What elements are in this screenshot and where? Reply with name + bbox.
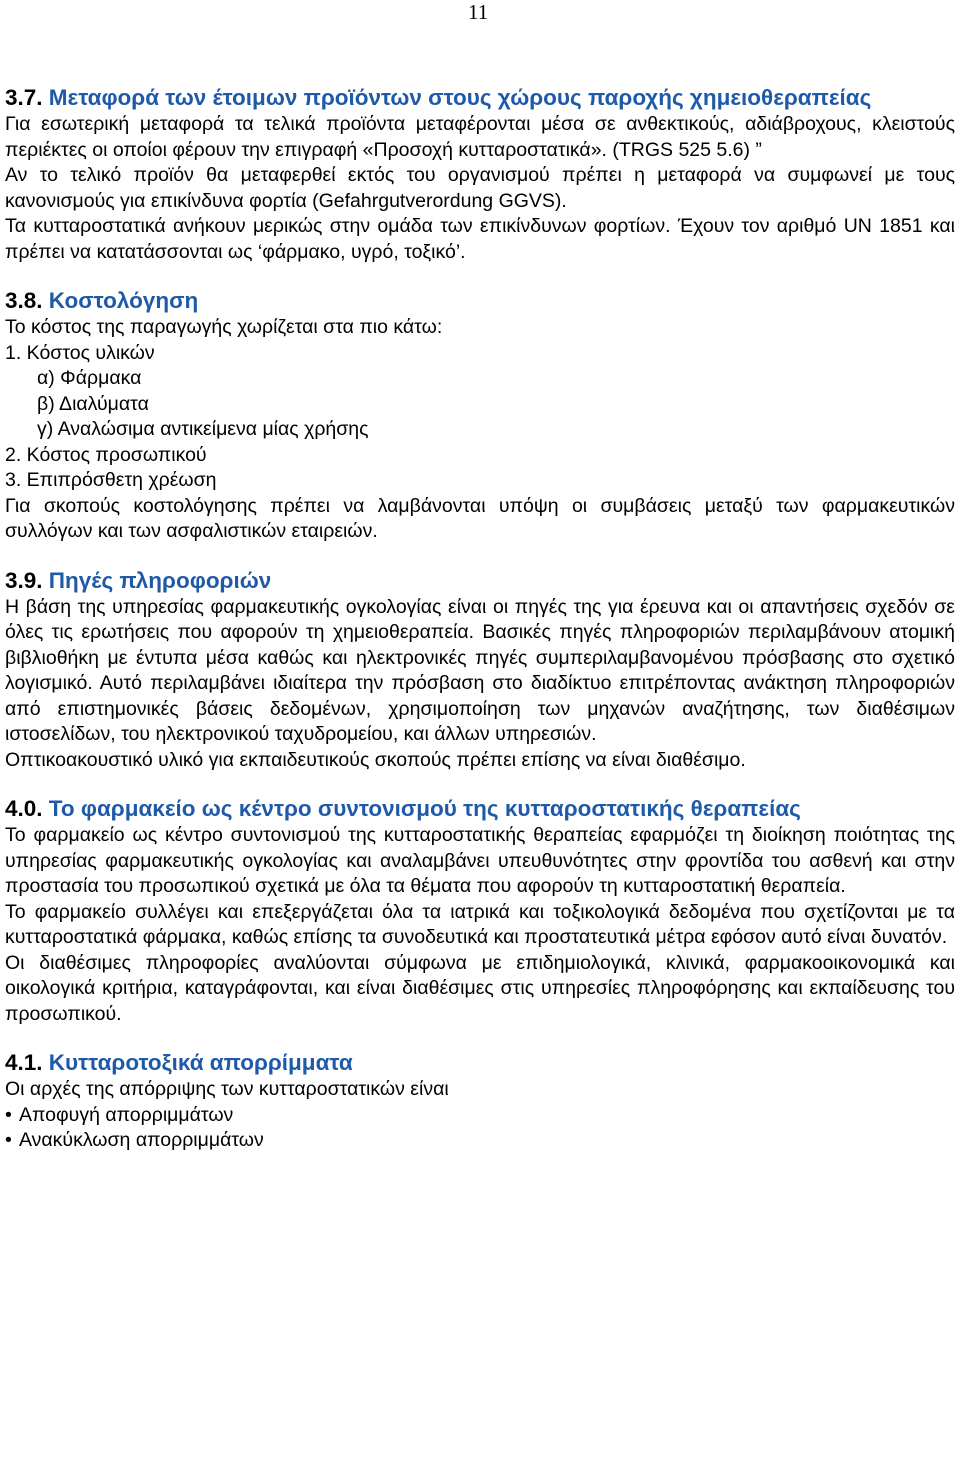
bullet-item: • Αποφυγή απορριμμάτων [5,1103,955,1129]
list-subitem: β) Διαλύματα [37,392,149,415]
paragraph: Οι αρχές της απόρριψης των κυτταροστατικών είναι [5,1078,449,1100]
bullet-list [5,1103,955,1154]
page-number: 11 [468,0,489,24]
section-title: Κυτταροτοξικά απορρίμματα [48,1050,353,1075]
section-3-9 [5,567,955,774]
section-number: 3.7. [5,85,43,110]
section-heading [5,1049,955,1077]
section-heading [5,287,955,315]
section-heading [5,567,955,595]
paragraph: Για εσωτερική μεταφορά τα τελικά προϊόντα μεταφέρονται μέσα σε ανθεκτικούς, αδιάβροχους, κλειστούς περιέκτες οι οποίοι φέρουν την επιγραφή «Προσοχή κυτταροστατικά». (TRGS 525 5.6) ” [5,113,955,161]
paragraph: Τα κυτταροστατικά ανήκουν μερικώς στην ομάδα των επικίνδυνων φορτίων. Έχουν τον αριθμό UN 1851 και πρέπει να κατατάσσονται ως ‘φάρμακο, υγρό, τοξικό’. [5,215,955,263]
section-number: 4.1. [5,1050,43,1075]
section-heading [5,84,955,112]
paragraph: Αν το τελικό προϊόν θα μεταφερθεί εκτός του οργανισμού πρέπει η μεταφορά να συμφωνεί με τους κανονισμούς για επικίνδυνα φορτία (Gefahrgutverordung GGVS). [5,164,955,212]
list-item: 1. Κόστος υλικών [5,341,155,364]
section-4-1 [5,1049,955,1154]
section-4-0 [5,795,955,1027]
paragraph: Οπτικοακουστικό υλικό για εκπαιδευτικούς σκοπούς πρέπει επίσης να είναι διαθέσιμο. [5,748,746,771]
paragraph: Το κόστος της παραγωγής χωρίζεται στα πιο κάτω: [5,316,443,338]
paragraph: Το φαρμακείο ως κέντρο συντονισμού της κυτταροστατικής θεραπείας εφαρμόζει τη διοίκηση ποιότητας της υπηρεσίας φαρμακευτικής ογκολογίας και αναλαμβάνει υπευθυνότητες στην φροντίδα του ασθενή και στην προστασία του προσωπικού σχετικά με όλα τα θέματα που αφορούν τη κυτταροστατική θεραπεία. [5,824,955,897]
section-number: 4.0. [5,796,43,821]
bullet-item: • Ανακύκλωση απορριμμάτων [5,1128,955,1154]
list-subitem: α) Φάρμακα [37,367,142,389]
paragraph: Οι διαθέσιμες πληροφορίες αναλύονται σύμφωνα με επιδημιολογικά, κλινικά, φαρμακοοικονομικά και οικολογικά κριτήρια, καταγράφονται, και είναι διαθέσιμες στις υπηρεσίες πληροφόρησης και εκπαίδευσης του προσωπικού. [5,951,955,1025]
section-3-7 [5,84,955,265]
paragraph: Το φαρμακείο συλλέγει και επεξεργάζεται όλα τα ιατρικά και τοξικολογικά δεδομένα που σχετίζονται με τα κυτταροστατικά φάρμακα, καθώς επίσης τα συνοδευτικά και προστατευτικά μέτρα εφόσον αυτό είναι δυνατόν. [5,900,955,948]
paragraph: Η βάση της υπηρεσίας φαρμακευτικής ογκολογίας είναι οι πηγές της για έρευνα και οι απαντήσεις σχεδόν σε όλες τις ερωτήσεις που αφορούν τη χημειοθεραπεία. Βασικές πηγές πληροφοριών περιλαμβάνουν ατομική βιβλιοθήκη με έντυπα μέσα καθώς και ηλεκτρονικές πηγές συμπεριλαμβανομένου πρόσβασης στο σχετικό λογισμικό. Αυτό περιλαμβάνει ιδιαίτερα την πρόσβαση στο διαδίκτυο επιτρέποντας ανάκτηση πληροφοριών από επιστημονικές βάσεις δεδομένων, χρησιμοποίηση των μηχανών αναζήτησης, των διαθέσιμων ιστοσελίδων, του ηλεκτρονικού ταχυδρομείου, και άλλων υπηρεσιών. [5,595,955,745]
section-number: 3.9. [5,567,43,593]
section-number: 3.8. [5,288,43,313]
list-item: 3. Επιπρόσθετη χρέωση [5,469,217,491]
section-title: Κοστολόγηση [48,288,199,313]
document-body [5,84,955,1176]
list-item: 2. Κόστος προσωπικού [5,443,207,466]
paragraph: Για σκοπούς κοστολόγησης πρέπει να λαμβάνονται υπόψη οι συμβάσεις μεταξύ των φαρμακευτικών συλλόγων και των ασφαλιστικών εταιρειών. [5,494,955,542]
section-title: Το φαρμακείο ως κέντρο συντονισμού της κυτταροστατικής θεραπείας [48,796,801,821]
section-title: Πηγές πληροφοριών [48,567,272,593]
section-3-8 [5,287,955,545]
section-heading [5,795,955,823]
list-subitem: γ) Αναλώσιμα αντικείμενα μίας χρήσης [37,418,369,440]
section-title: Μεταφορά των έτοιμων προϊόντων στους χώρους παροχής χημειοθεραπείας [48,85,872,110]
